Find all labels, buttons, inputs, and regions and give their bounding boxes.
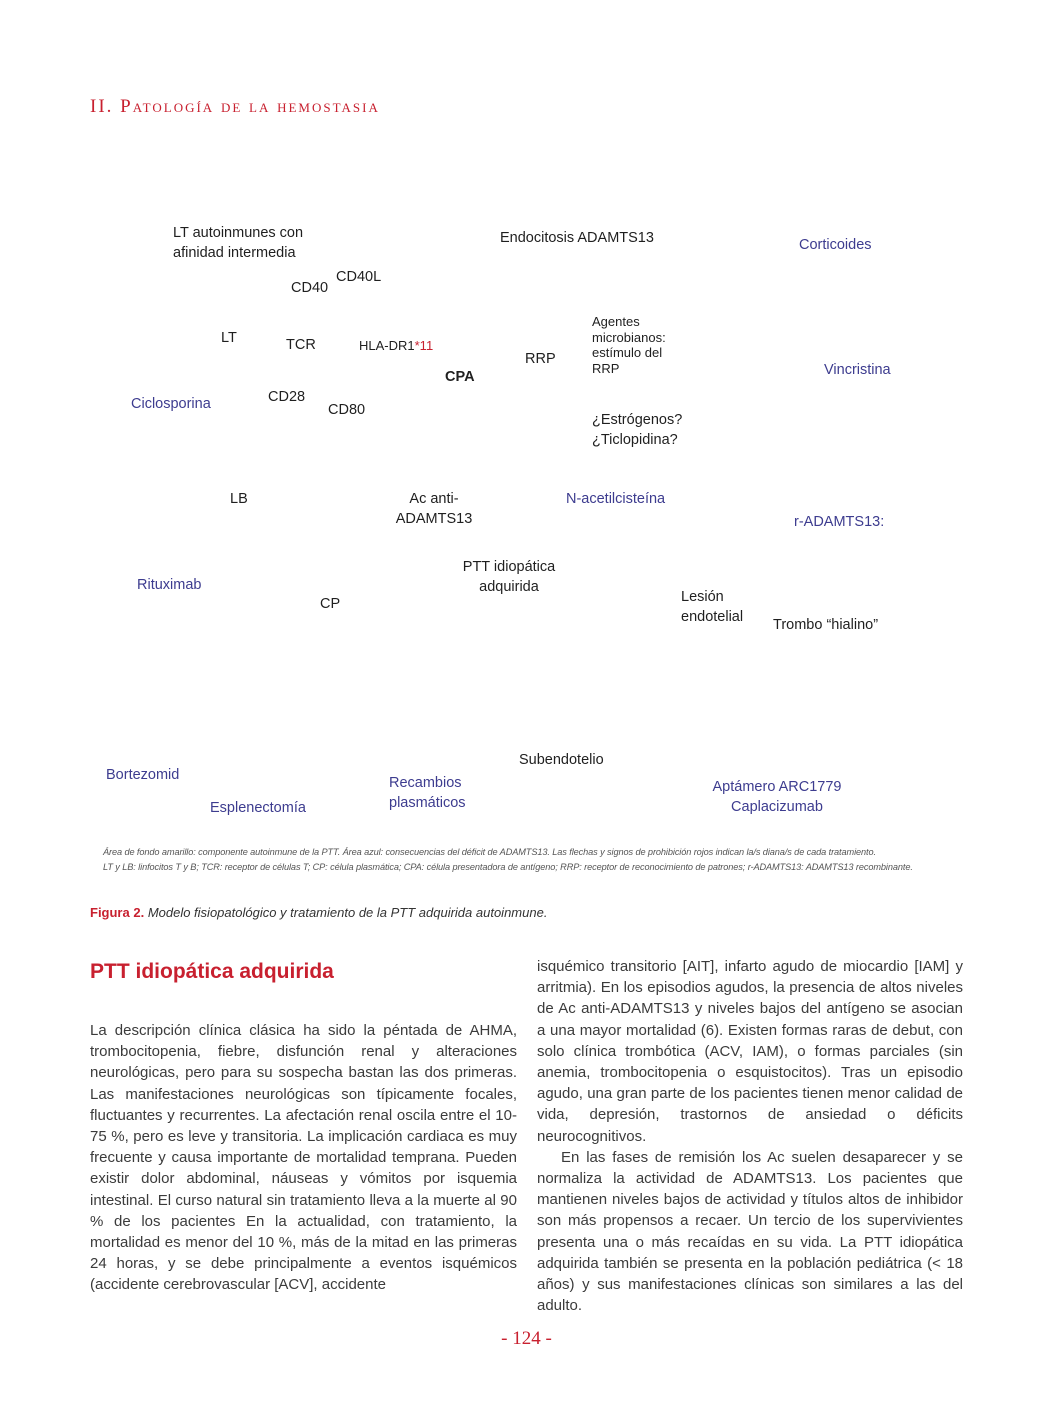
left-column (90, 1020, 517, 1296)
label-subendotelio: Subendotelio (519, 752, 604, 768)
label-esplenectomia: Esplenectomía (210, 800, 306, 816)
left-paragraph: La descripción clínica clásica ha sido la péntada de AHMA, trombocitopenia, fiebre, disfunción renal y alteraciones neurológicas, pero para su sospecha bastan las dos primeras. Las manifestaciones neurológicas son típicamente focales, fluctuantes y recurrentes. La afectación renal oscila entre el 10-75 %, pero es leve y transitoria. La implicación cardiaca es muy frecuente y causa importante de mortalidad temprana. Pueden existir dolor abdominal, náuseas y vómitos por isquemia intestinal. El curso natural sin tratamiento lleva a la muerte al 90 % de los pacientes En la actualidad, con tratamiento, la mortalidad es menor del 10 %, más de la mitad en las primeras 24 horas, y se debe principalmente a eventos isquémicos (accidente cerebrovascular [ACV], accidente (90, 1022, 517, 1294)
label-cd80: CD80 (328, 402, 366, 418)
label-cp: CP (320, 596, 341, 612)
right-paragraph-2: En las fases de remisión los Ac suelen desaparecer y se normaliza la actividad de ADAMTS13. Los pacientes que mantienen niveles bajos de actividad y títulos altos de inhibidor son más propensos a recaer. Un tercio de los supervivientes presenta una o más recaídas en su vida. La PTT idiopática adquirida también se presenta en la población pediátrica (< 18 años) y sus manifestaciones clínicas son similares a las del adulto. (537, 1148, 963, 1315)
figure-caption-text: Modelo fisiopatológico y tratamiento de la PTT adquirida autoinmune. (147, 905, 548, 920)
label-estrogenos: ¿Estrógenos? ¿Ticlopidina? (592, 412, 683, 448)
label-lesion: Lesión endotelial (681, 589, 744, 625)
label-lt-autoinmunes: LT autoinmunes con afinidad intermedia (173, 225, 304, 261)
figure-caption (90, 905, 547, 920)
figure-caption-number: Figura 2. (90, 905, 145, 920)
label-hla-allele: *11 (414, 338, 434, 353)
label-rituximab: Rituximab (137, 577, 202, 593)
label-ac-anti: Ac anti- ADAMTS13 (395, 491, 473, 527)
right-column (537, 956, 963, 1316)
figure-legend-line-1: Área de fondo amarillo: componente autoinmune de la PTT. Área azul: consecuencias del déficit de ADAMTS13. Las flechas y signos de prohibición rojos indican la/s diana/s de cada tratamiento. (103, 847, 876, 857)
label-rrp: RRP (525, 351, 556, 367)
label-bortezomid: Bortezomid (106, 767, 180, 783)
right-paragraph-1: isquémico transitorio [AIT], infarto agudo de miocardio [IAM] y arritmia). En los episodios agudos, la presencia de altos niveles de Ac anti-ADAMTS13 y niveles bajos del antígeno se asocian a una mayor mortalidad (6). Existen formas raras de debut, con solo clínica trombótica (ACV, IAM), o formas parciales (sin anemia, trombocitopenia o esquistocitos). Tras un episodio agudo, una gran parte de los pacientes tienen menor calidad de vida, depresión, trastornos de ansiedad o déficits neurocognitivos. (537, 958, 963, 1145)
label-ciclosporina: Ciclosporina (131, 396, 211, 412)
label-lb: LB (230, 491, 248, 507)
label-cd28: CD28 (268, 389, 306, 405)
label-nacetilcisteina: N-acetilcisteína (566, 491, 666, 507)
label-cd40: CD40 (291, 280, 329, 296)
label-recambios: Recambios plasmáticos (389, 775, 466, 811)
label-aptamero: Aptámero ARC1779 Caplacizumab (712, 779, 842, 815)
label-cd40l: CD40L (336, 269, 382, 285)
label-lt: LT (221, 330, 237, 346)
label-tcr: TCR (286, 337, 316, 353)
label-trombo: Trombo “hialino” (773, 617, 879, 633)
section-header: II. Patología de la hemostasia (90, 96, 380, 117)
figure-legend-line-2: LT y LB: linfocitos T y B; TCR: receptor de células T; CP: célula plasmática; CPA: célula presentadora de antígeno; RRP: receptor de reconocimiento de patrones; r-ADAMTS13: ADAMTS13 recombinante. (103, 862, 913, 872)
label-corticoides: Corticoides (799, 237, 872, 253)
label-cpa: CPA (445, 369, 475, 385)
section-heading: PTT idiopática adquirida (90, 960, 334, 983)
label-r-adamts13: r-ADAMTS13: (794, 514, 885, 530)
label-vincristina: Vincristina (824, 362, 891, 378)
page-number: - 124 - (501, 1328, 552, 1349)
label-agentes: Agentes microbianos: estímulo del RRP (592, 314, 666, 376)
label-endocitosis: Endocitosis ADAMTS13 (500, 230, 654, 246)
label-hla: HLA-DR1*11 (359, 338, 434, 353)
label-ptt: PTT idiopática adquirida (462, 559, 556, 595)
